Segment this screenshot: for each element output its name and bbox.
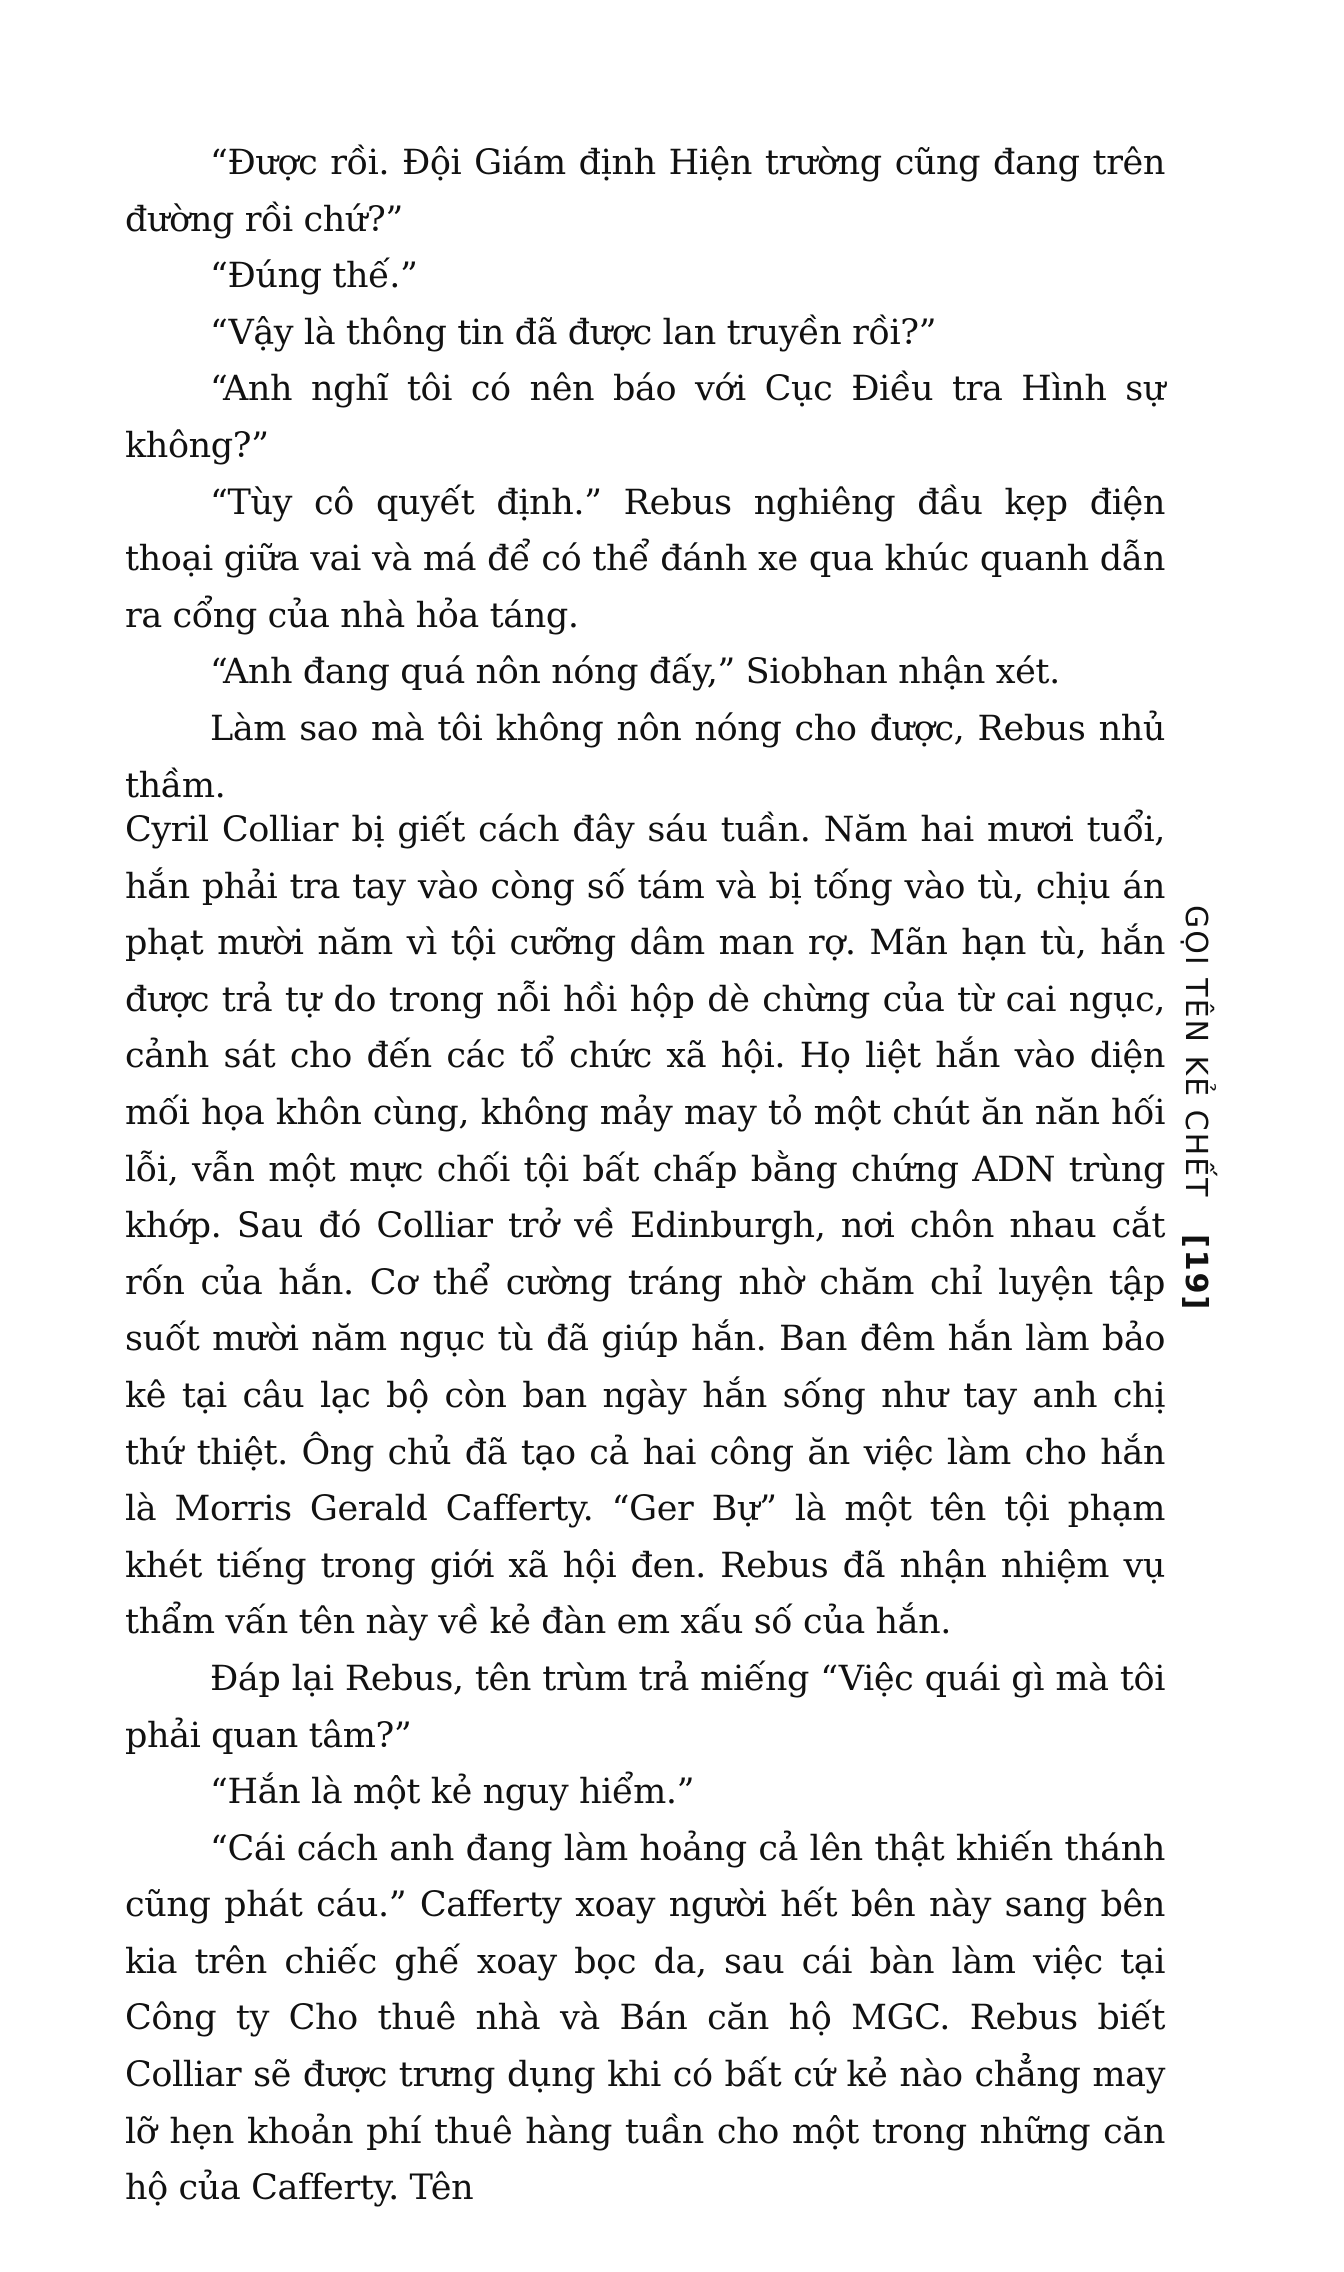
- narrative-section: [125, 802, 1165, 2217]
- paragraph: Làm sao mà tôi không nôn nóng cho được, Rebus nhủ thầm.: [125, 708, 1165, 806]
- paragraph: “Vậy là thông tin đã được lan truyền rồi?”: [210, 312, 937, 353]
- paragraph: “Anh nghĩ tôi có nên báo với Cục Điều tra Hình sự không?”: [125, 369, 1165, 466]
- dialogue-section: [125, 135, 1165, 814]
- paragraph: Cyril Colliar bị giết cách đây sáu tuần. Năm hai mươi tuổi, hắn phải tra tay vào còng số tám và bị tống vào tù, chịu án phạt mười năm vì tội cưỡng dâm man rợ. Mãn hạn tù, hắn được trả tự do trong nỗi hồi hộp dè chừng của từ cai ngục, cảnh sát cho đến các tổ chức xã hội. Họ liệt hắn vào diện mối họa khôn cùng, không mảy may tỏ một chút ăn năn hối lỗi, vẫn một mực chối tội bất chấp bằng chứng ADN trùng khớp. Sau đó Colliar trở về Edinburgh, nơi chôn nhau cắt rốn của hắn. Cơ thể cường tráng nhờ chăm chỉ luyện tập suốt mười năm ngục tù đã giúp hắn. Ban đêm hắn làm bảo kê tại câu lạc bộ còn ban ngày hắn sống như tay anh chị thứ thiệt. Ông chủ đã tạo cả hai công ăn việc làm cho hắn là Morris Gerald Cafferty. “Ger Bự” là một tên tội phạm khét tiếng trong giới xã hội đen. Rebus đã nhận nhiệm vụ thẩm vấn tên này về kẻ đàn em xấu số của hắn.: [125, 810, 1165, 1643]
- page-number: [19]: [1178, 1234, 1213, 1312]
- paragraph: “Đúng thế.”: [210, 256, 418, 297]
- paragraph: “Anh đang quá nôn nóng đấy,” Siobhan nhận xét.: [210, 652, 1060, 693]
- book-title: GỌI TÊN KẺ CHẾT: [1178, 905, 1213, 1199]
- running-head: [1175, 905, 1235, 1345]
- paragraph: “Tùy cô quyết định.” Rebus nghiêng đầu kẹp điện thoại giữa vai và má để có thể đánh xe qua khúc quanh dẫn ra cổng của nhà hỏa táng.: [125, 482, 1165, 636]
- paragraph: Đáp lại Rebus, tên trùm trả miếng “Việc quái gì mà tôi phải quan tâm?”: [125, 1658, 1165, 1756]
- paragraph: “Hắn là một kẻ nguy hiểm.”: [210, 1772, 695, 1813]
- paragraph: “Cái cách anh đang làm hoảng cả lên thật khiến thánh cũng phát cáu.” Cafferty xoay người hết bên này sang bên kia trên chiếc ghế xoay bọc da, sau cái bàn làm việc tại Công ty Cho thuê nhà và Bán căn hộ MGC. Rebus biết Colliar sẽ được trưng dụng khi có bất cứ kẻ nào chẳng may lỡ hẹn khoản phí thuê hàng tuần cho một trong những căn hộ của Cafferty. Tên: [125, 1828, 1165, 2209]
- paragraph: “Được rồi. Đội Giám định Hiện trường cũng đang trên đường rồi chứ?”: [125, 143, 1165, 240]
